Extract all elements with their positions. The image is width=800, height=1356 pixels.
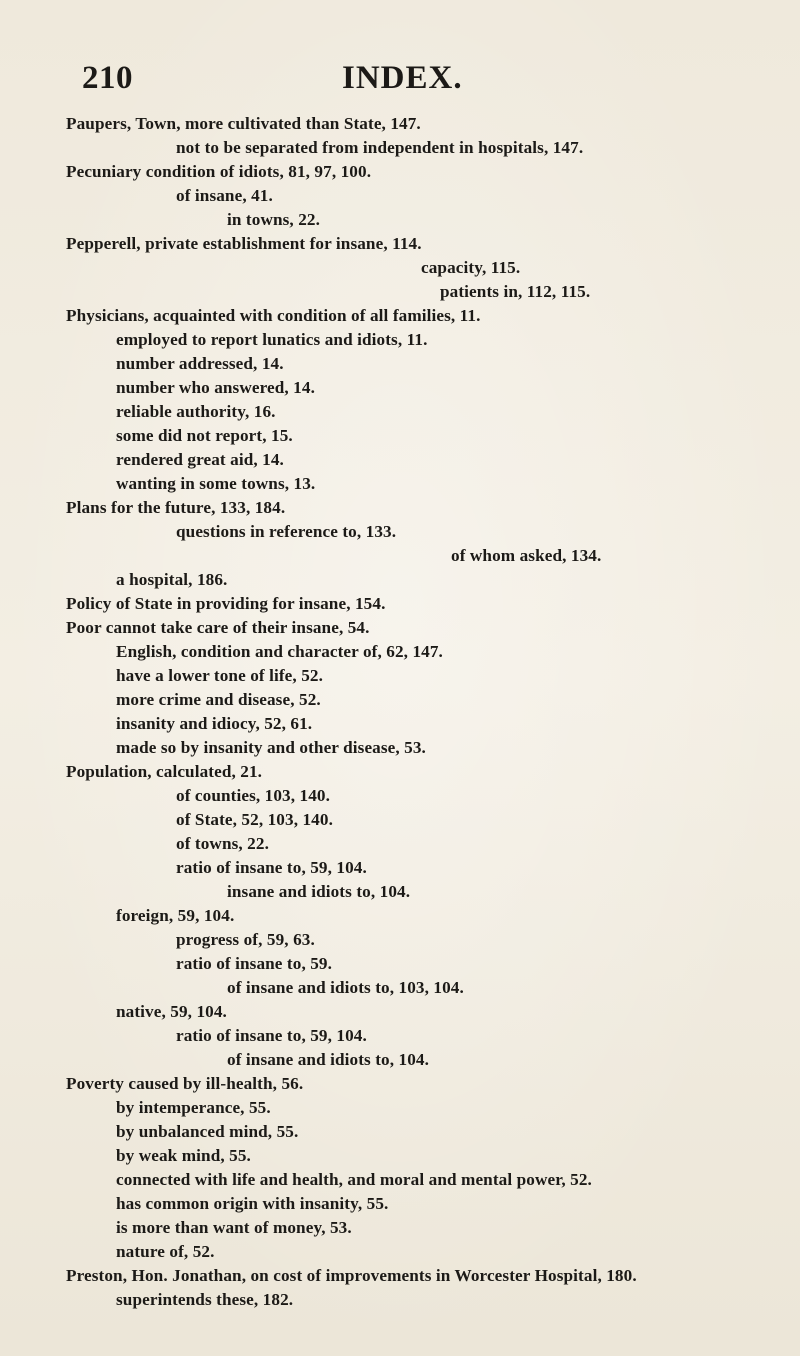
index-subentry: English, condition and character of, 62, 147. bbox=[116, 642, 443, 661]
index-entry: Plans for the future, 133, 184. bbox=[66, 498, 286, 517]
running-title: INDEX. bbox=[342, 60, 463, 96]
index-subentry: capacity, 115. bbox=[421, 258, 521, 277]
index-subentry: have a lower tone of life, 52. bbox=[116, 666, 323, 685]
index-subentry: connected with life and health, and moral and mental power, 52. bbox=[116, 1170, 592, 1189]
index-subentry: employed to report lunatics and idiots, 11. bbox=[116, 330, 428, 349]
index-subentry: not to be separated from independent in hospitals, 147. bbox=[176, 138, 584, 157]
index-subentry: in towns, 22. bbox=[227, 210, 320, 229]
index-subentry: patients in, 112, 115. bbox=[440, 282, 591, 301]
index-subentry: progress of, 59, 63. bbox=[176, 930, 315, 949]
index-subentry: ratio of insane to, 59. bbox=[176, 954, 333, 973]
index-subentry: of whom asked, 134. bbox=[451, 546, 602, 565]
index-subentry: nature of, 52. bbox=[116, 1242, 215, 1261]
index-subentry: has common origin with insanity, 55. bbox=[116, 1194, 389, 1213]
index-entry: Policy of State in providing for insane, 154. bbox=[66, 594, 386, 613]
index-entry: Pecuniary condition of idiots, 81, 97, 100. bbox=[66, 162, 372, 181]
index-entry: Paupers, Town, more cultivated than State, 147. bbox=[66, 114, 421, 133]
index-subentry: number who answered, 14. bbox=[116, 378, 315, 397]
index-subentry: rendered great aid, 14. bbox=[116, 450, 284, 469]
index-entry: Preston, Hon. Jonathan, on cost of improvements in Worcester Hospital, 180. bbox=[66, 1266, 637, 1285]
index-subentry: by unbalanced mind, 55. bbox=[116, 1122, 299, 1141]
page-header bbox=[0, 60, 800, 100]
index-subentry: some did not report, 15. bbox=[116, 426, 293, 445]
index-subentry: reliable authority, 16. bbox=[116, 402, 276, 421]
index-subentry: of counties, 103, 140. bbox=[176, 786, 331, 805]
index-entry: Poverty caused by ill-health, 56. bbox=[66, 1074, 304, 1093]
index-subentry: native, 59, 104. bbox=[116, 1002, 227, 1021]
index-subentry: superintends these, 182. bbox=[116, 1290, 294, 1309]
index-subentry: foreign, 59, 104. bbox=[116, 906, 235, 925]
index-subentry: is more than want of money, 53. bbox=[116, 1218, 352, 1237]
index-subentry: a hospital, 186. bbox=[116, 570, 228, 589]
index-subentry: insane and idiots to, 104. bbox=[227, 882, 411, 901]
index-subentry: ratio of insane to, 59, 104. bbox=[176, 1026, 367, 1045]
index-subentry: questions in reference to, 133. bbox=[176, 522, 397, 541]
index-subentry: of insane and idiots to, 104. bbox=[227, 1050, 430, 1069]
index-subentry: of insane, 41. bbox=[176, 186, 273, 205]
index-subentry: of towns, 22. bbox=[176, 834, 269, 853]
index-subentry: number addressed, 14. bbox=[116, 354, 284, 373]
index-subentry: wanting in some towns, 13. bbox=[116, 474, 316, 493]
index-entry: Physicians, acquainted with condition of all families, 11. bbox=[66, 306, 481, 325]
index-subentry: by weak mind, 55. bbox=[116, 1146, 251, 1165]
page-number: 210 bbox=[82, 60, 133, 96]
index-subentry: insanity and idiocy, 52, 61. bbox=[116, 714, 313, 733]
index-entry: Poor cannot take care of their insane, 54. bbox=[66, 618, 370, 637]
index-subentry: of insane and idiots to, 103, 104. bbox=[227, 978, 464, 997]
index-subentry: of State, 52, 103, 140. bbox=[176, 810, 333, 829]
index-subentry: more crime and disease, 52. bbox=[116, 690, 321, 709]
index-subentry: by intemperance, 55. bbox=[116, 1098, 271, 1117]
index-subentry: ratio of insane to, 59, 104. bbox=[176, 858, 367, 877]
index-entry: Pepperell, private establishment for insane, 114. bbox=[66, 234, 422, 253]
index-entry: Population, calculated, 21. bbox=[66, 762, 263, 781]
index-subentry: made so by insanity and other disease, 53. bbox=[116, 738, 426, 757]
